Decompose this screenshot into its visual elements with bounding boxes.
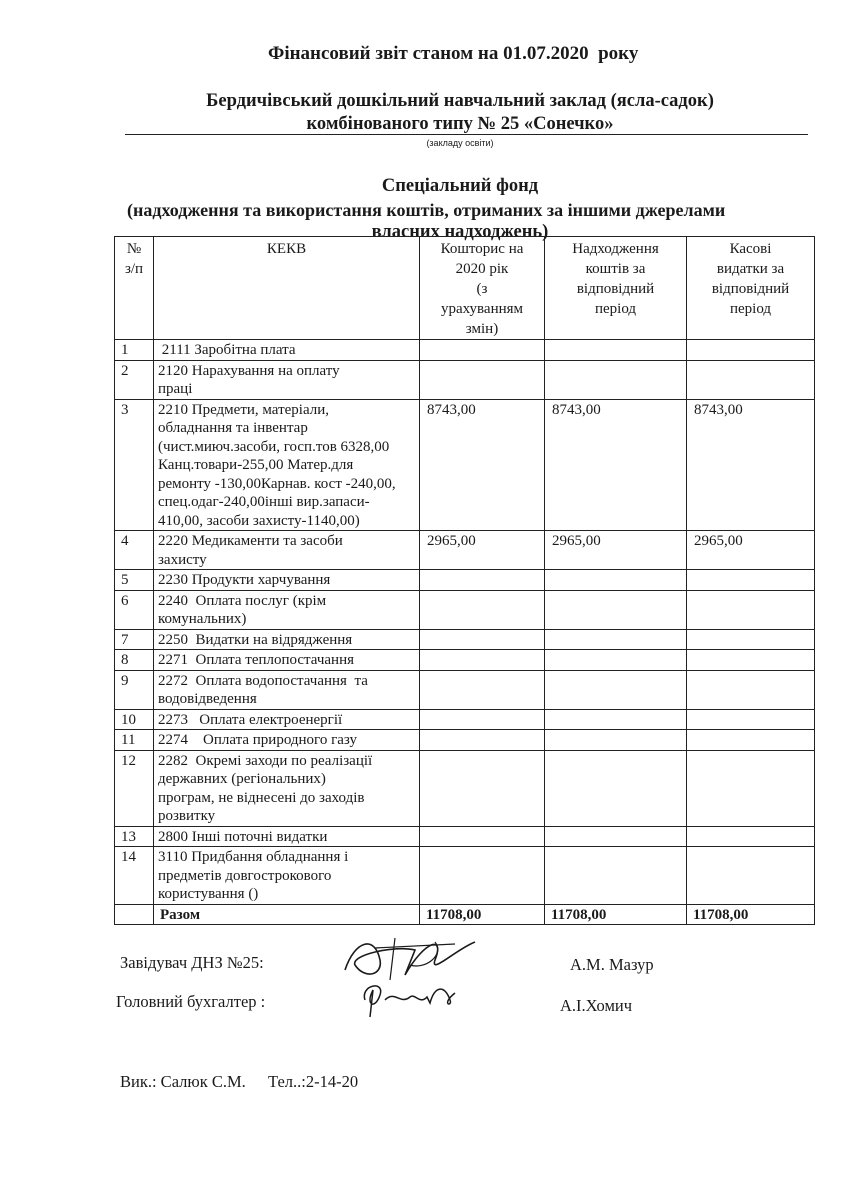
total-budget: 11708,00 xyxy=(420,904,545,925)
table-row xyxy=(115,399,815,531)
row-kekv xyxy=(154,650,420,671)
row-budget xyxy=(420,629,545,650)
row-kekv xyxy=(154,399,420,531)
row-kekv-line: 410,00, засоби захисту-1140,00) xyxy=(158,512,360,529)
row-kekv-line: водовідведення xyxy=(158,691,257,707)
row-kekv xyxy=(154,670,420,709)
row-expense xyxy=(687,629,815,650)
head-label: Завідувач ДНЗ №25: xyxy=(120,953,264,972)
row-number: 7 xyxy=(115,629,154,650)
total-label: Разом xyxy=(154,904,420,925)
row-number: 8 xyxy=(115,650,154,671)
row-kekv xyxy=(154,570,420,591)
row-kekv xyxy=(154,590,420,629)
row-kekv xyxy=(154,730,420,751)
row-kekv-line: програм, не віднесені до заходів xyxy=(158,789,365,806)
col-header-income-line: Надходження xyxy=(572,241,659,257)
row-budget: 8743,00 xyxy=(420,399,545,531)
total-expense: 11708,00 xyxy=(687,904,815,925)
row-expense xyxy=(687,650,815,671)
table-row xyxy=(115,629,815,650)
row-expense: 8743,00 xyxy=(687,399,815,531)
col-header-expense xyxy=(687,237,815,340)
row-kekv-line: 2273 Оплата електроенергії xyxy=(158,711,343,728)
row-expense xyxy=(687,750,815,826)
total-row xyxy=(115,904,815,925)
row-expense xyxy=(687,360,815,399)
head-name: А.М. Мазур xyxy=(570,955,654,974)
table-row xyxy=(115,650,815,671)
col-header-expense-line: видатки за xyxy=(716,261,785,277)
col-header-num xyxy=(115,237,154,340)
row-kekv xyxy=(154,826,420,847)
col-header-num-line: з/п xyxy=(124,261,144,277)
row-number: 11 xyxy=(115,730,154,751)
row-budget: 2965,00 xyxy=(420,531,545,570)
executor-phone: Тел..:2-14-20 xyxy=(268,1072,359,1091)
row-budget xyxy=(420,709,545,730)
row-income xyxy=(545,709,687,730)
org-underline xyxy=(125,134,808,135)
row-expense xyxy=(687,570,815,591)
row-income xyxy=(545,570,687,591)
fund-subtitle-line2: власних надходжень) xyxy=(371,222,549,242)
table-row xyxy=(115,847,815,905)
row-budget xyxy=(420,670,545,709)
org-name-line2: комбінованого типу № 25 «Сонечко» xyxy=(306,114,614,134)
accountant-name: А.І.Хомич xyxy=(560,996,633,1015)
row-kekv-line: предметів довгострокового xyxy=(158,867,332,884)
row-kekv-line: захисту xyxy=(158,551,207,568)
table-row xyxy=(115,590,815,629)
row-kekv-line: спец.одаг-240,00інші вир.запаси- xyxy=(158,494,370,510)
row-budget xyxy=(420,590,545,629)
row-budget xyxy=(420,570,545,591)
row-income: 2965,00 xyxy=(545,531,687,570)
col-header-income-line: відповідний xyxy=(576,281,655,297)
col-header-expense-line: період xyxy=(729,301,772,317)
row-kekv xyxy=(154,629,420,650)
total-income: 11708,00 xyxy=(545,904,687,925)
table-row xyxy=(115,570,815,591)
row-income xyxy=(545,750,687,826)
row-number: 4 xyxy=(115,531,154,570)
row-number: 6 xyxy=(115,590,154,629)
row-budget xyxy=(420,750,545,826)
row-income xyxy=(545,340,687,361)
row-kekv-line: 2240 Оплата послуг (крім xyxy=(158,592,327,609)
col-header-num-line: № xyxy=(126,241,142,257)
row-kekv-line: 2210 Предмети, матеріали, xyxy=(158,401,329,418)
row-kekv xyxy=(154,340,420,361)
row-kekv xyxy=(154,360,420,399)
row-kekv xyxy=(154,750,420,826)
fund-subtitle-line1: (надходження та використання коштів, отриманих за іншими джерелами xyxy=(127,200,726,220)
row-budget xyxy=(420,847,545,905)
row-income xyxy=(545,360,687,399)
fund-title: Спеціальний фонд xyxy=(381,176,539,196)
row-kekv xyxy=(154,847,420,905)
row-number: 5 xyxy=(115,570,154,591)
row-expense xyxy=(687,847,815,905)
row-expense: 2965,00 xyxy=(687,531,815,570)
row-kekv-line: 2282 Окремі заходи по реалізації xyxy=(158,752,373,769)
row-budget xyxy=(420,650,545,671)
table-row xyxy=(115,750,815,826)
col-header-budget-line: урахуванням xyxy=(440,301,524,317)
row-income xyxy=(545,730,687,751)
org-name-line1: Бердичівський дошкільний навчальний заклад (ясла-садок) xyxy=(206,91,714,111)
row-kekv-line: 2800 Інші поточні видатки xyxy=(158,828,328,845)
row-kekv-line: (чист.миюч.засоби, госп.тов 6328,00 xyxy=(158,438,390,455)
row-kekv-line: обладнання та інвентар xyxy=(158,420,308,436)
row-kekv-line: 2230 Продукти харчування xyxy=(158,572,331,588)
col-header-budget-line: 2020 рік xyxy=(455,261,509,277)
table-row xyxy=(115,360,815,399)
row-kekv-line: 2220 Медикаменти та засоби xyxy=(158,533,343,549)
executor-name: Вик.: Салюк С.М. xyxy=(120,1072,246,1091)
col-header-income-line: коштів за xyxy=(585,261,646,277)
row-expense xyxy=(687,709,815,730)
row-income xyxy=(545,629,687,650)
row-kekv-line: 2272 Оплата водопостачання та xyxy=(158,672,368,689)
row-number: 13 xyxy=(115,826,154,847)
row-expense xyxy=(687,670,815,709)
fund-table xyxy=(114,236,815,925)
col-header-budget-line: Кошторис на xyxy=(440,241,524,257)
table-row xyxy=(115,730,815,751)
accountant-label: Головний бухгалтер : xyxy=(116,992,266,1011)
row-income xyxy=(545,650,687,671)
col-header-income-line: період xyxy=(594,301,637,317)
row-kekv-line: комунальних) xyxy=(158,611,247,627)
row-number: 3 xyxy=(115,399,154,531)
col-header-kekv: КЕКВ xyxy=(154,237,420,340)
col-header-income xyxy=(545,237,687,340)
row-number: 1 xyxy=(115,340,154,361)
row-kekv-line: 2111 Заробітна плата xyxy=(158,342,296,358)
row-budget xyxy=(420,340,545,361)
row-expense xyxy=(687,340,815,361)
row-kekv xyxy=(154,709,420,730)
org-caption: (закладу освіти) xyxy=(426,138,494,148)
row-kekv-line: 3110 Придбання обладнання і xyxy=(158,849,349,865)
col-header-expense-line: Касові xyxy=(729,241,772,257)
report-title: Фінансовий звіт станом на 01.07.2020 року xyxy=(268,43,639,64)
row-income xyxy=(545,670,687,709)
table-row xyxy=(115,709,815,730)
table-header-row xyxy=(115,237,815,340)
row-budget xyxy=(420,360,545,399)
row-kekv-line: користування () xyxy=(158,886,259,902)
row-kekv-line: державних (регіональних) xyxy=(158,771,326,787)
col-header-budget-line: (з xyxy=(476,281,488,297)
col-header-budget xyxy=(420,237,545,340)
col-header-expense-line: відповідний xyxy=(711,281,790,297)
row-kekv-line: 2120 Нарахування на оплату xyxy=(158,362,340,379)
row-kekv-line: Канц.товари-255,00 Матер.для xyxy=(158,457,354,473)
row-kekv-line: 2274 Оплата природного газу xyxy=(158,732,357,748)
row-income xyxy=(545,847,687,905)
col-header-budget-line: змін) xyxy=(465,321,499,337)
row-kekv-line: 2271 Оплата теплопостачання xyxy=(158,652,354,668)
row-expense xyxy=(687,590,815,629)
row-kekv-line: праці xyxy=(158,381,193,397)
row-kekv-line: 2250 Видатки на відрядження xyxy=(158,631,353,648)
total-num-cell xyxy=(115,904,154,925)
row-income: 8743,00 xyxy=(545,399,687,531)
accountant-signature xyxy=(355,975,465,1020)
table-row xyxy=(115,670,815,709)
row-number: 10 xyxy=(115,709,154,730)
row-number: 9 xyxy=(115,670,154,709)
row-kekv-line: ремонту -130,00Карнав. кост -240,00, xyxy=(158,475,396,492)
table-row xyxy=(115,531,815,570)
row-number: 2 xyxy=(115,360,154,399)
row-number: 14 xyxy=(115,847,154,905)
row-expense xyxy=(687,826,815,847)
row-kekv-line: розвитку xyxy=(158,808,216,824)
row-budget xyxy=(420,730,545,751)
row-budget xyxy=(420,826,545,847)
row-income xyxy=(545,826,687,847)
table-row xyxy=(115,340,815,361)
row-income xyxy=(545,590,687,629)
row-kekv xyxy=(154,531,420,570)
table-row xyxy=(115,826,815,847)
row-number: 12 xyxy=(115,750,154,826)
row-expense xyxy=(687,730,815,751)
